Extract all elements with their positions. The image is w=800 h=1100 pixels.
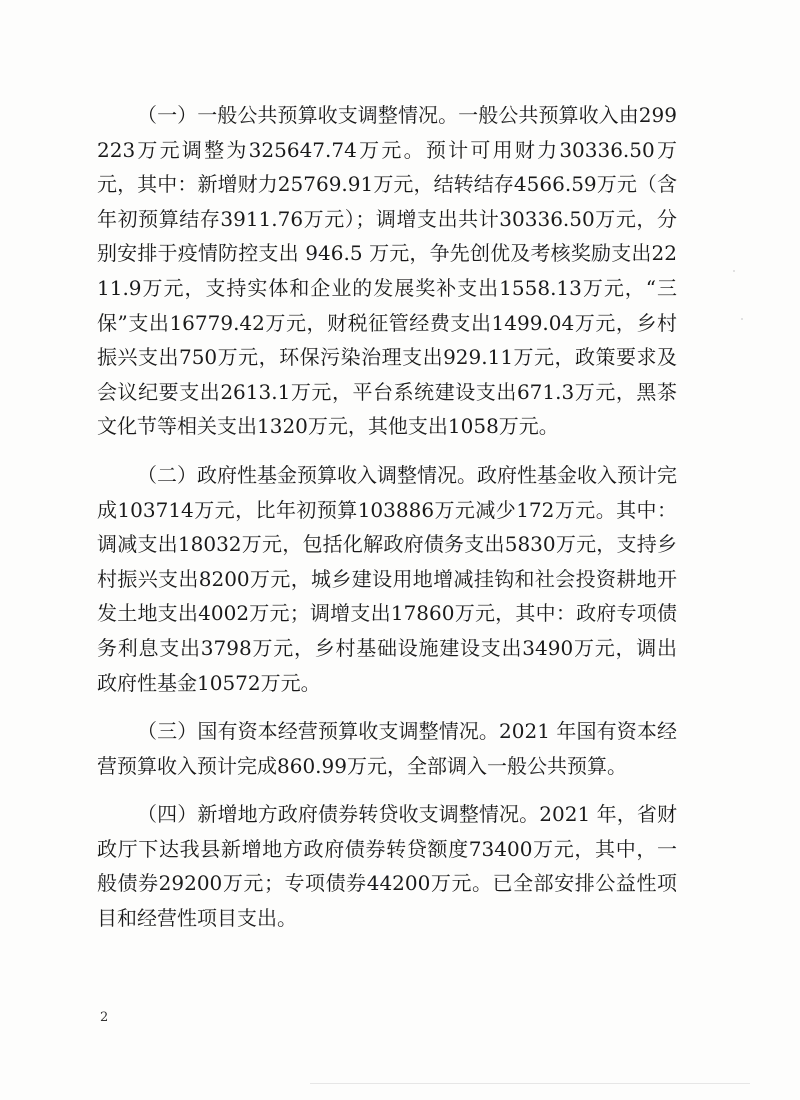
paragraph-general-budget: （一）一般公共预算收支调整情况。一般公共预算收入由299223万元调整为325647.74万元。预计可用财力30336.50万元，其中：新增财力25769.91万元，结转结存4566.59万元（含年初预算结存3911.76万元）；调增支出共计30336.50万元，分别安排于疫情防控支出 946.5 万元，争先创优及考核奖励支出2211.9万元，支持实体和企业的发展奖补支出1558.13万元，“三保”支出16779.42万元，财税征管经费支出1499.04万元，乡村振兴支出750万元，环保污染治理支出929.11万元，政策要求及会议纪要支出2613.1万元，平台系统建设支出671.3万元，黑茶文化节等相关支出1320万元，其他支出1058万元。 (97, 103, 677, 439)
scan-speck (741, 318, 743, 320)
paragraph-government-fund: （二）政府性基金预算收入调整情况。政府性基金收入预计完成103714万元，比年初预算103886万元减少172万元。其中：调减支出18032万元，包括化解政府债务支出5830万元，支持乡村振兴支出8200万元，城乡建设用地增减挂钩和社会投资耕地开发土地支出4002万元；调增支出17860万元，其中：政府专项债务利息支出3798万元，乡村基础设施建设支出3490万元，调出政府性基金10572万元。 (97, 462, 677, 695)
paragraph-local-bonds: （四）新增地方政府债券转贷收支调整情况。2021 年，省财政厅下达我县新增地方政府债券转贷额度73400万元，其中，一般债券29200万元；专项债券44200万元。已全部安排公益性项目和经营性项目支出。 (97, 802, 677, 931)
page-number: 2 (100, 1010, 109, 1025)
scan-speck (733, 270, 735, 272)
scan-artifact-line (310, 1083, 750, 1084)
document-body (97, 98, 677, 950)
paragraph-state-capital: （三）国有资本经营预算收支调整情况。2021 年国有资本经营预算收入预计完成860.99万元，全部调入一般公共预算。 (97, 719, 677, 778)
